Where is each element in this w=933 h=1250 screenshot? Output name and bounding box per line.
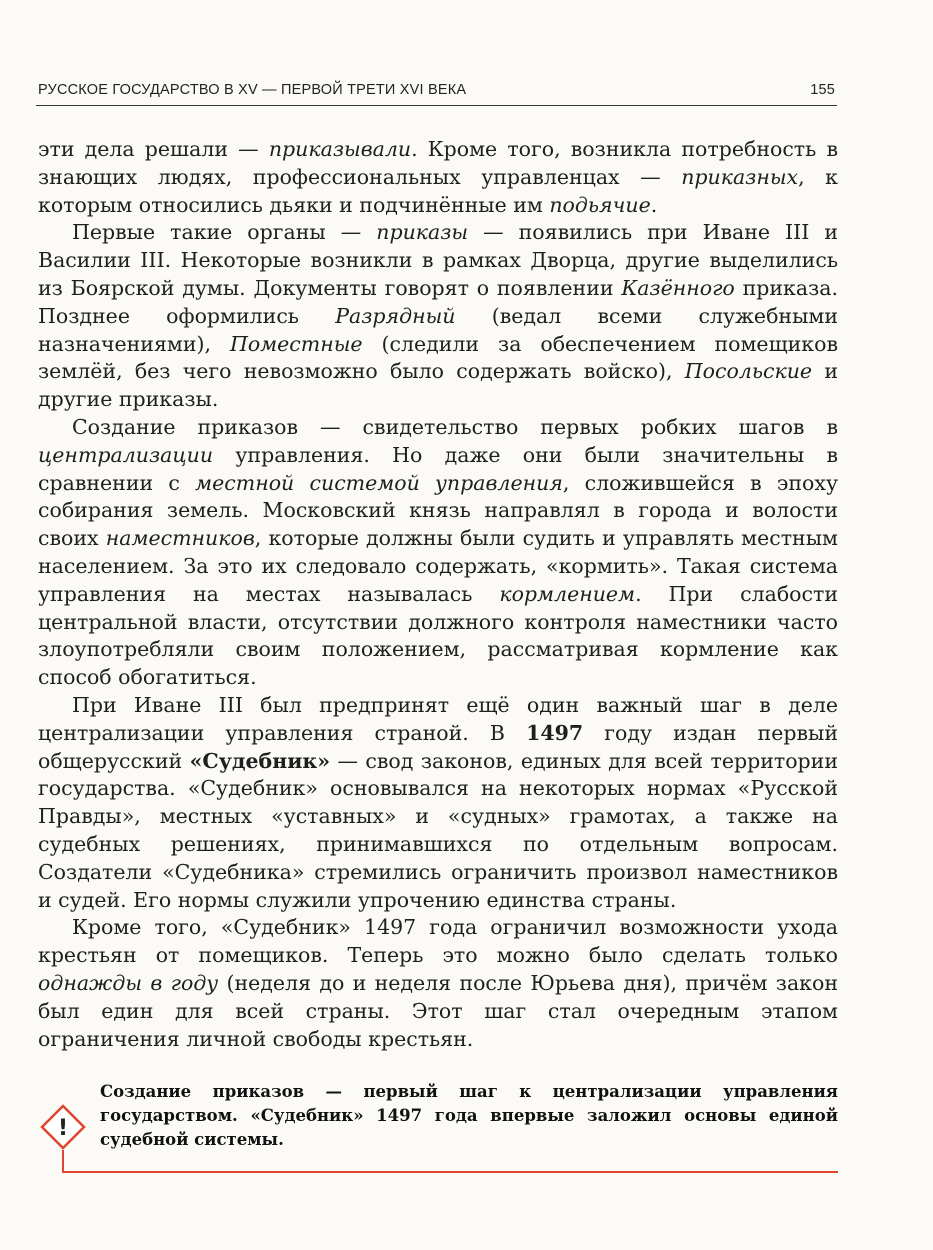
italic-term: Разрядный bbox=[335, 303, 456, 328]
paragraph bbox=[38, 692, 838, 914]
key-point-text: Создание приказов — первый шаг к централизации управления государством. «Судебник» 1497 года впервые заложил основы единой судебной системы. bbox=[100, 1082, 838, 1149]
italic-term: централизации bbox=[38, 442, 214, 467]
text-run: году издан первый общерусский bbox=[38, 720, 838, 773]
italic-term: Поместные bbox=[229, 331, 363, 356]
text-run: . bbox=[650, 192, 658, 217]
italic-term: приказных bbox=[681, 164, 799, 189]
paragraph bbox=[38, 219, 838, 414]
header-rule bbox=[36, 105, 837, 106]
chapter-title: РУССКОЕ ГОСУДАРСТВО В XV — ПЕРВОЙ ТРЕТИ XVI ВЕКА bbox=[38, 82, 467, 98]
svg-text:!: ! bbox=[57, 1116, 69, 1141]
text-run: . При слабости центральной власти, отсутствии должного контроля наместники часто злоупотребляли своим положением, рассматривая кормление как способ обогатиться. bbox=[38, 581, 838, 690]
text-run: Кроме того, «Судебник» 1497 года ограничил возможности ухода крестьян от помещиков. Теперь это можно было сделать только bbox=[38, 915, 838, 968]
text-run: — появились при Иване III и Василии III. Некоторые возникли в рамках Дворца, другие выделились из Боярской думы. Документы говорят о появлении bbox=[38, 220, 838, 300]
key-point-box bbox=[38, 1080, 838, 1170]
note-bottom-rule bbox=[62, 1171, 838, 1173]
note-accent-line bbox=[62, 1150, 64, 1172]
italic-term: кормлением bbox=[499, 581, 636, 606]
text-run: — свод законов, единых для всей территории государства. «Судебник» основывался на некоторых нормах «Русской Правды», местных «уставных» и «судных» грамотах, а также на судебных решениях, принимавшихся по отдельным вопросам. Создатели «Судебника» стремились ограничить произвол наместников и судей. Его нормы служили упрочению единства страны. bbox=[38, 748, 838, 912]
text-run: (неделя до и неделя после Юрьева дня), причём закон был един для всей страны. Этот шаг стал очередным этапом ограничения личной свободы крестьян. bbox=[38, 970, 838, 1051]
italic-term: наместников bbox=[105, 526, 255, 551]
exclamation-warning-icon bbox=[40, 1104, 86, 1150]
main-text bbox=[38, 136, 838, 1053]
bold-term: 1497 bbox=[526, 720, 584, 745]
text-run: и другие приказы. bbox=[38, 359, 838, 412]
text-run: При Иване III был предпринят ещё один важный шаг в деле централизации управления страной. В bbox=[38, 692, 838, 745]
page-number: 155 bbox=[810, 82, 835, 98]
text-run: (следили за обеспечением помещиков землёй, без чего невозможно было содержать войско), bbox=[38, 331, 838, 384]
text-run: Первые такие органы — bbox=[72, 220, 377, 245]
text-run: , сложившейся в эпоху собирания земель. Московский князь направлял в города и волости своих bbox=[38, 470, 838, 551]
italic-term: однажды в году bbox=[38, 970, 219, 995]
running-header bbox=[38, 82, 835, 98]
text-run: приказа. Позднее оформились bbox=[38, 275, 838, 328]
paragraph bbox=[38, 414, 838, 692]
text-run: , к которым относились дьяки и подчинённые им bbox=[38, 164, 838, 217]
text-run: управления. Но даже они были значительны в сравнении с bbox=[38, 442, 838, 495]
paragraph bbox=[38, 914, 838, 1053]
text-run: (ведал всеми служебными назначениями), bbox=[38, 303, 838, 356]
italic-term: Казённого bbox=[621, 275, 735, 300]
italic-term: приказывали bbox=[268, 137, 412, 161]
bold-term: «Судебник» bbox=[189, 748, 331, 773]
italic-term: приказы bbox=[376, 220, 469, 245]
paragraph bbox=[38, 136, 838, 219]
text-run: . Кроме того, возникла потребность в знающих людях, профессиональных управленцах — bbox=[38, 137, 838, 189]
italic-term: Посольские bbox=[684, 359, 813, 384]
text-run: эти дела решали — bbox=[38, 137, 269, 161]
text-run: Создание приказов — свидетельство первых робких шагов в bbox=[72, 414, 838, 439]
italic-term: местной системой управления bbox=[195, 470, 563, 495]
text-run: , которые должны были судить и управлять местным населением. За это их следовало содержать, «кормить». Такая система управления на местах называлась bbox=[38, 526, 838, 606]
italic-term: подьячие bbox=[549, 192, 651, 217]
